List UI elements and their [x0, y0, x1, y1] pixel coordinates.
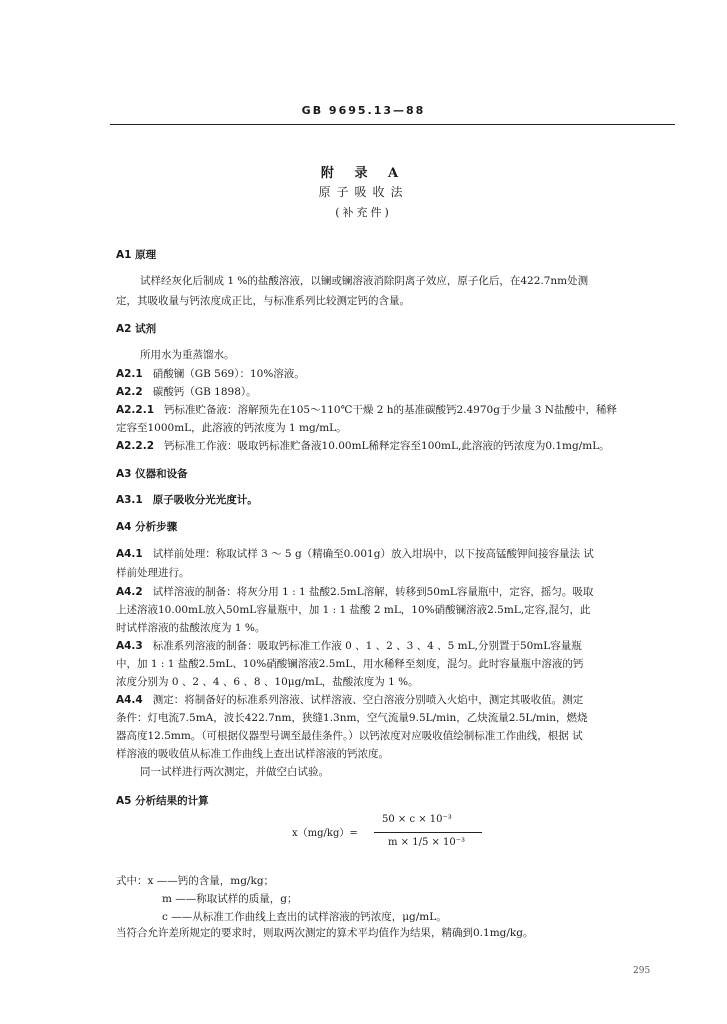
a4-4-text-line-5: 同一试样进行两次测定，并做空白试验。 [140, 766, 329, 778]
a3-1-item [116, 495, 258, 506]
a4-3-text-line-3: 浓度分别为 0 、2 、4 、6 、8 、10μg/mL，盐酸浓度为 1 %。 [116, 676, 419, 688]
a2-2-2-item [116, 441, 610, 452]
where-x-line [116, 876, 274, 887]
section-a5-heading: A5 分析结果的计算 [116, 795, 209, 807]
a2-intro: 所用水为重蒸馏水。 [140, 349, 235, 361]
a4-4-text-line-3: 器高度12.5mm。（可根据仪器型号调至最佳条件。）以钙浓度对应吸收值绘制标准工作曲线，根据 试 [116, 730, 583, 742]
a4-4-item [116, 695, 583, 706]
appendix-subtitle: 原子吸收法 [318, 185, 409, 199]
where-label: 式中： [116, 875, 148, 887]
a4-1-number: A4.1 [116, 548, 143, 560]
formula-lhs: x（mg/kg）= [292, 828, 358, 839]
a4-4-text-line-4: 样溶液的吸收值从标准工作曲线上查出试样溶液的钙浓度。 [116, 748, 389, 760]
a2-1-item [116, 369, 305, 380]
formula-numerator: 50 × c × 10⁻³ [382, 814, 452, 825]
standard-number: GB 9695.13—88 [301, 104, 426, 117]
section-a3-heading: A3 仪器和设备 [116, 468, 188, 480]
a4-2-number: A4.2 [116, 586, 143, 598]
where-c: c ——从标准工作曲线上查出的试样溶液的钙浓度，μg/mL。 [162, 911, 447, 923]
a4-2-text-line-1: 试样溶液的制备：将灰分用 1 : 1 盐酸2.5mL溶解，转移到50mL容量瓶中，定容，摇匀。吸取 [152, 586, 594, 598]
a2-2-item [116, 387, 257, 398]
a4-4-text-line-1: 测定：将制备好的标准系列溶液、试样溶液、空白溶液分别喷入火焰中，测定其吸收值。测定 [152, 694, 584, 706]
a3-1-number: A3.1 [116, 494, 143, 506]
a4-3-item [116, 641, 582, 652]
section-a2-heading: A2 试剂 [116, 323, 157, 335]
where-x: x ——钙的含量，mg/kg； [147, 875, 275, 887]
a2-1-number: A2.1 [116, 368, 143, 380]
where-m: m ——称取试样的质量，g； [162, 893, 298, 905]
a4-1-item [116, 549, 594, 560]
a2-2-1-item [116, 405, 617, 416]
a2-2-2-number: A2.2.2 [116, 440, 155, 452]
conclusion-text: 当符合允许差所规定的要求时，则取两次测定的算术平均值作为结果，精确到0.1mg/kg。 [116, 927, 534, 939]
a4-4-text-line-2: 条件：灯电流7.5mA，波长422.7nm，狭缝1.3nm，空气流量9.5L/min，乙炔流量2.5L/min，燃烧 [116, 712, 588, 724]
section-a4-heading: A4 分析步骤 [116, 521, 178, 533]
a4-2-item [116, 587, 593, 598]
a4-2-text-line-3: 时试样溶液的盐酸浓度为 1 %。 [116, 622, 266, 634]
a4-2-text-line-2: 上述溶液10.00mL放入50mL容量瓶中，加 1 : 1 盐酸 2 mL，10%硝酸镧溶液2.5mL,定容,混匀，此 [116, 604, 591, 616]
appendix-title: 附 录 A [320, 166, 407, 181]
page-number: 295 [633, 966, 651, 976]
header-rule [110, 124, 675, 125]
appendix-note: (补充件) [335, 206, 392, 219]
a2-2-1-number: A2.2.1 [116, 404, 155, 416]
a2-2-1-text-line-2: 定容至1000mL，此溶液的钙浓度为 1 mg/mL。 [116, 422, 347, 434]
a1-text-line-1: 试样经灰化后制成 1 %的盐酸溶液，以镧或镧溶液消除阴离子效应，原子化后，在422.7nm处测 [140, 275, 589, 287]
a4-3-text-line-1: 标准系列溶液的制备：吸取钙标准工作液 0 、1 、2 、3 、4 、5 mL,分别置于50mL容量瓶 [152, 640, 582, 652]
fraction-bar [374, 832, 482, 833]
a4-3-text-line-2: 中，加 1 : 1 盐酸2.5mL、10%硝酸镧溶液2.5mL，用水稀释至刻度，混匀。此时容量瓶中溶液的钙 [116, 658, 584, 670]
a2-2-text: 碳酸钙（GB 1898）。 [152, 386, 257, 398]
a4-1-text-line-2: 样前处理进行。 [116, 567, 190, 579]
a1-text-line-2: 定，其吸收量与钙浓度成正比，与标准系列比较测定钙的含量。 [116, 295, 410, 307]
a4-1-text-line-1: 试样前处理：称取试样 3 ～ 5 g（精确至0.001g）放入坩埚中，以下按高锰酸钾间接容量法 试 [152, 548, 594, 560]
section-a1-heading: A1 原理 [116, 249, 157, 261]
formula-denominator: m × 1/5 × 10⁻³ [388, 837, 466, 848]
a2-1-text: 硝酸镧（GB 569）：10%溶液。 [152, 368, 305, 380]
a3-1-text: 原子吸收分光光度计。 [152, 494, 258, 506]
a4-3-number: A4.3 [116, 640, 143, 652]
a2-2-number: A2.2 [116, 386, 143, 398]
a2-2-1-text-line-1: 钙标准贮备液：溶解预先在105～110℃干燥 2 h的基准碳酸钙2.4970g于少量 3 N盐酸中，稀释 [164, 404, 617, 416]
a2-2-2-text: 钙标准工作液：吸取钙标准贮备液10.00mL稀释定容至100mL,此溶液的钙浓度为0.1mg/mL。 [164, 440, 610, 452]
a4-4-number: A4.4 [116, 694, 143, 706]
